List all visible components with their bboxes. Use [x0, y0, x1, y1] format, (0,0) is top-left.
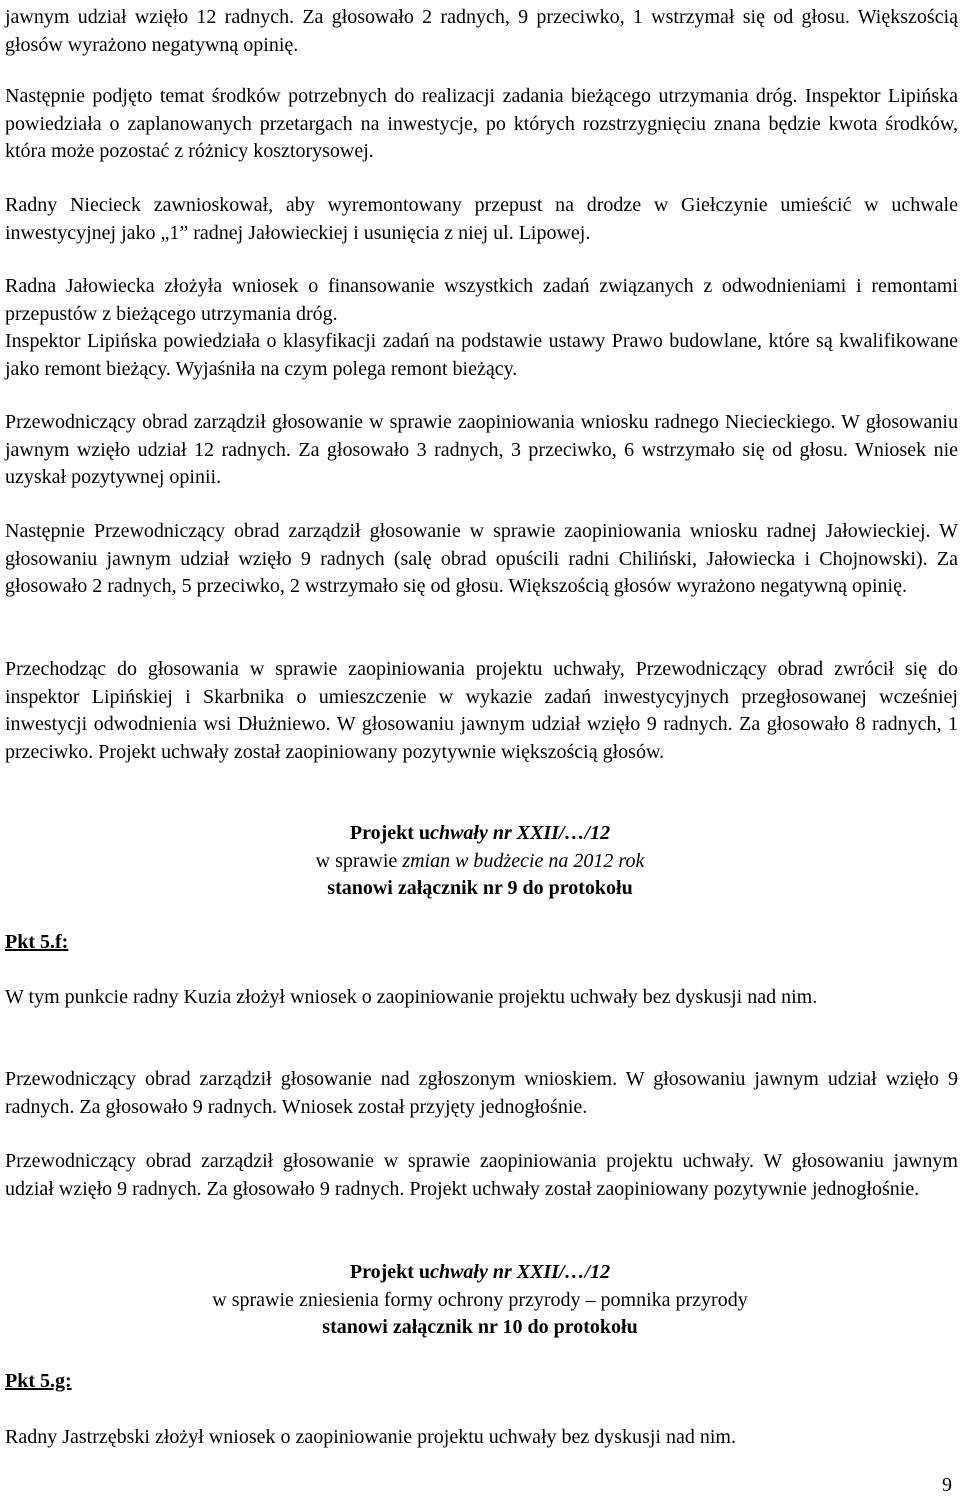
- paragraph: Przewodniczący obrad zarządził głosowanie nad zgłoszonym wnioskiem. W głosowaniu jawnym udział wzięło 9 radnych. Za głosowało 9 radnych. Wniosek został przyjęty jednogłośnie.: [5, 1068, 958, 1118]
- paragraph: jawnym udział wzięło 12 radnych. Za głosowało 2 radnych, 9 przeciwko, 1 wstrzymał się od głosu. Większością głosów wyrażono negatywną opinię.: [5, 6, 958, 56]
- paragraph: W tym punkcie radny Kuzia złożył wniosek o zaopiniowanie projektu uchwały bez dyskusji nad nim.: [5, 986, 818, 1008]
- resolution-title: Projekt uchwały nr XXII/…/12: [349, 822, 611, 844]
- resolution-heading: [140, 1259, 820, 1342]
- paragraph: Następnie Przewodniczący obrad zarządził głosowanie w sprawie zaopiniowania wniosku radnej Jałowieckiej. W głosowaniu jawnym udział wzięło 9 radnych (salę obrad opuścili radni Chiliński, Jałowiecka i Chojnowski). Za głosowało 2 radnych, 5 przeciwko, 2 wstrzymało się od głosu. Większością głosów wyrażono negatywną opinię.: [5, 520, 958, 597]
- resolution-subject: w sprawie zmian w budżecie na 2012 rok: [315, 849, 645, 872]
- section-label: Pkt 5.g:: [5, 1370, 72, 1392]
- paragraph: Radny Niecieck zawnioskował, aby wyremontowany przepust na drodze w Giełczynie umieścić w uchwale inwestycyjnej jako „1” radnej Jałowieckiej i usunięcia z niej ul. Lipowej.: [5, 194, 958, 244]
- paragraph: Radny Jastrzębski złożył wniosek o zaopiniowanie projektu uchwały bez dyskusji nad nim.: [5, 1426, 736, 1448]
- paragraph: Inspektor Lipińska powiedziała o klasyfikacji zadań na podstawie ustawy Prawo budowlane, które są kwalifikowane jako remont bieżący. Wyjaśniła na czym polega remont bieżący.: [5, 330, 958, 380]
- attachment-note: stanowi załącznik nr 10 do protokołu: [322, 1316, 638, 1338]
- resolution-title: Projekt uchwały nr XXII/…/12: [349, 1261, 611, 1283]
- paragraph: Następnie podjęto temat środków potrzebnych do realizacji zadania bieżącego utrzymania dróg. Inspektor Lipińska powiedziała o zaplanowanych przetargach na inwestycje, po których rozstrzygnięciu znana będzie kwota środków, która może pozostać z różnicy kosztorysowej.: [5, 85, 958, 162]
- resolution-heading: [140, 820, 820, 903]
- paragraph: Przechodząc do głosowania w sprawie zaopiniowania projektu uchwały, Przewodniczący obrad zwrócił się do inspektor Lipińskiej i Skarbnika o umieszczenie w wykazie zadań inwestycyjnych przegłosowanej wcześniej inwestycji odwodnienia wsi Dłużniewo. W głosowaniu jawnym udział wzięło 9 radnych. Za głosowało 8 radnych, 1 przeciwko. Projekt uchwały został zaopiniowany pozytywnie większością głosów.: [5, 658, 958, 763]
- paragraph: Przewodniczący obrad zarządził głosowanie w sprawie zaopiniowania projektu uchwały. W głosowaniu jawnym udział wzięło 9 radnych. Za głosowało 9 radnych. Projekt uchwały został zaopiniowany pozytywnie jednogłośnie.: [5, 1150, 958, 1200]
- attachment-note: stanowi załącznik nr 9 do protokołu: [327, 877, 633, 899]
- page-number: 9: [942, 1474, 952, 1496]
- paragraph: Przewodniczący obrad zarządził głosowanie w sprawie zaopiniowania wniosku radnego Niecieckiego. W głosowaniu jawnym wzięło udział 12 radnych. Za głosowało 3 radnych, 3 przeciwko, 6 wstrzymało się od głosu. Wniosek nie uzyskał pozytywnej opinii.: [5, 411, 958, 488]
- resolution-subject: w sprawie zniesienia formy ochrony przyrody – pomnika przyrody: [212, 1288, 748, 1311]
- section-label: Pkt 5.f:: [5, 931, 69, 953]
- paragraph: Radna Jałowiecka złożyła wniosek o finansowanie wszystkich zadań związanych z odwodnieniami i remontami przepustów z bieżącego utrzymania dróg.: [5, 275, 958, 325]
